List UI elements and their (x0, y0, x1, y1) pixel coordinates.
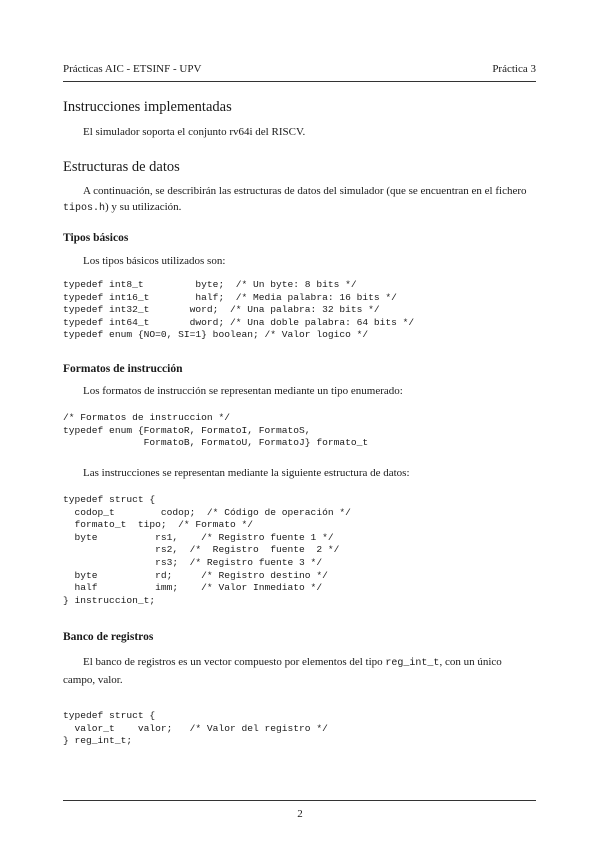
page-header (63, 63, 536, 75)
paragraph-banco (63, 654, 535, 688)
intro-before: A continuación, se describirán las estructuras de datos del simulador (que se encuentran en el fichero (83, 185, 527, 197)
code-formatos: /* Formatos de instruccion */ typedef enum {FormatoR, FormatoI, FormatoS, FormatoB, FormatoU, FormatoJ} formato_t (63, 412, 369, 449)
banco-before: El banco de registros es un vector compuesto por elementos del tipo (83, 656, 386, 668)
paragraph-tipos: Los tipos básicos utilizados son: (83, 255, 226, 267)
page-number: 2 (297, 808, 303, 820)
subsection-title-formatos: Formatos de instrucción (63, 363, 183, 375)
banco-code: reg_int_t (385, 658, 440, 669)
intro-code: tipos.h (63, 203, 106, 214)
footer-rule (63, 800, 536, 801)
paragraph-formatos-1: Los formatos de instrucción se representan mediante un tipo enumerado: (83, 385, 403, 397)
banco-after: , con un único campo, valor. (63, 656, 502, 686)
code-reg-int: typedef struct { valor_t valor; /* Valor del registro */ } reg_int_t; (63, 710, 328, 747)
section-title-estructuras: Estructuras de datos (63, 159, 180, 175)
section-title-instrucciones: Instrucciones implementadas (63, 99, 232, 115)
paragraph-estructuras (63, 183, 535, 217)
subsection-title-tipos: Tipos básicos (63, 232, 129, 244)
header-left: Prácticas AIC - ETSINF - UPV (63, 63, 202, 75)
code-tipos-basicos: typedef int8_t byte; /* Un byte: 8 bits */ typedef int16_t half; /* Media palabra: 16 bits */ typedef int32_t word; /* Una palabra: 32 bits */ typedef int64_t dword; /* Una doble palabra: 64 bits */ typedef enum {NO=0, SI=1} boolean; /* Valor logico */ (63, 279, 415, 341)
header-right: Práctica 3 (492, 63, 536, 75)
code-instruccion-struct: typedef struct { codop_t codop; /* Código de operación */ formato_t tipo; /* Formato */ byte rs1, /* Registro fuente 1 */ rs2, /* Registro fuente 2 */ rs3; /* Registro fuente 3 */ byte rd; /* Registro destino */ half imm; /* Valor Inmediato */ } instruccion_t; (63, 494, 351, 606)
header-rule (63, 81, 536, 82)
subsection-title-banco: Banco de registros (63, 631, 154, 643)
intro-after: ) y su utilización. (105, 201, 182, 213)
paragraph-instrucciones: El simulador soporta el conjunto rv64i del RISCV. (83, 126, 306, 138)
paragraph-formatos-2: Las instrucciones se representan mediante la siguiente estructura de datos: (83, 467, 410, 479)
